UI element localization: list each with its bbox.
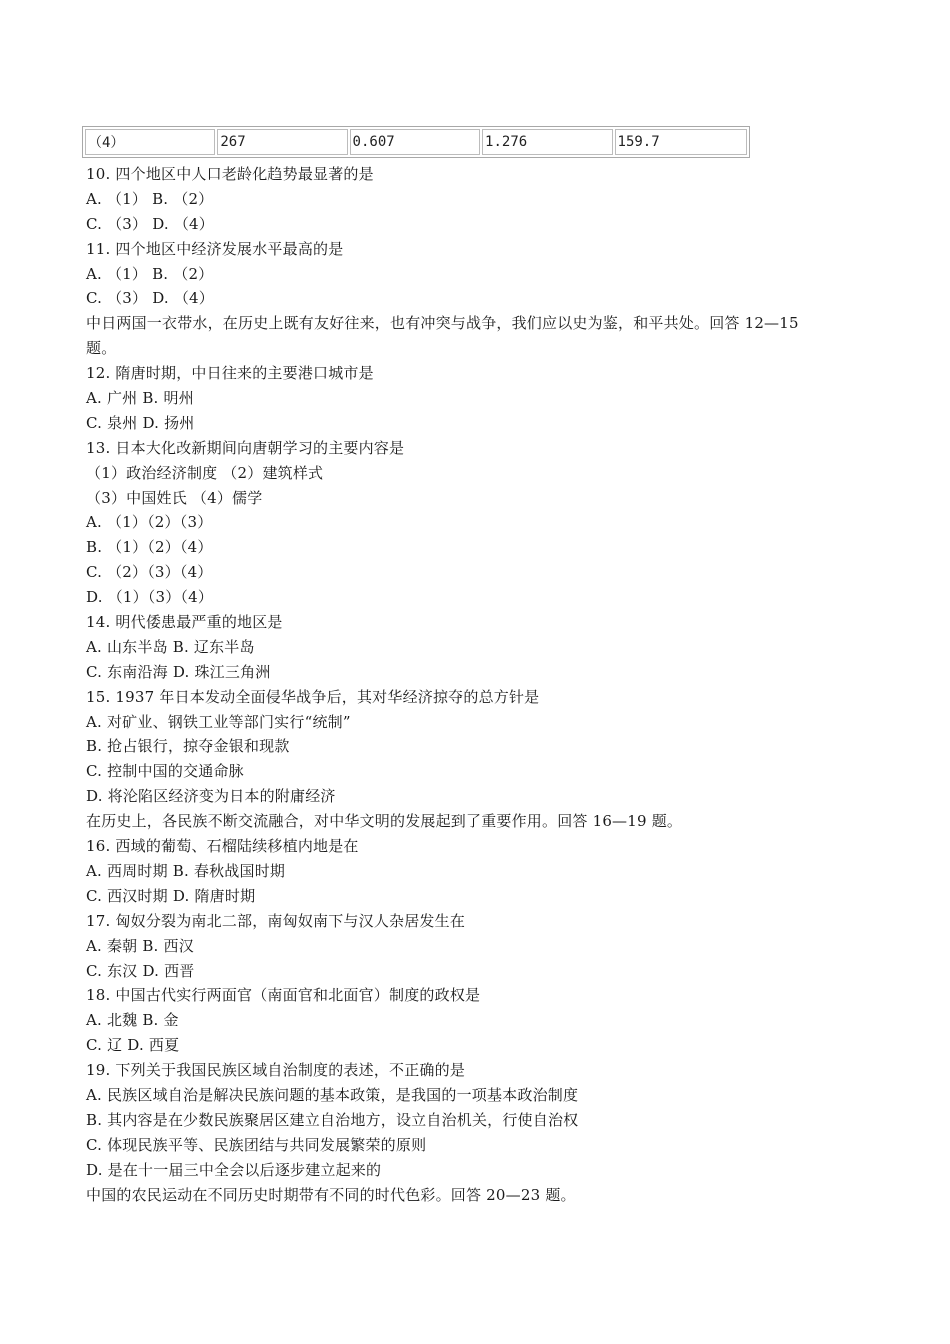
question-text-block [86, 162, 876, 1207]
text-line: 16. 西域的葡萄、石榴陆续移植内地是在 [86, 837, 359, 856]
text-line: C. 泉州 D. 扬州 [86, 413, 195, 432]
text-line: B. 其内容是在少数民族聚居区建立自治地方，设立自治机关，行使自治权 [86, 1110, 579, 1129]
text-line: 19. 下列关于我国民族区域自治制度的表述，不正确的是 [86, 1061, 466, 1080]
text-line: 在历史上，各民族不断交流融合，对中华文明的发展起到了重要作用。回答 16—19 题。 [86, 812, 683, 831]
text-line: C. （3） D. （4） [86, 289, 214, 308]
table-cell: 159.7 [615, 129, 747, 155]
text-line: B. 抢占银行，掠夺金银和现款 [86, 737, 290, 756]
text-line: C. （2）（3）（4） [86, 563, 213, 582]
text-line: 13. 日本大化改新期间向唐朝学习的主要内容是 [86, 438, 405, 457]
table-row [85, 129, 747, 155]
text-line: C. 体现民族平等、民族团结与共同发展繁荣的原则 [86, 1135, 427, 1154]
text-line: A. 北魏 B. 金 [86, 1011, 179, 1030]
text-line: D. 将沦陷区经济变为日本的附庸经济 [86, 787, 336, 806]
text-line: C. 辽 D. 西夏 [86, 1036, 180, 1055]
text-line: C. 西汉时期 D. 隋唐时期 [86, 886, 256, 905]
text-line: C. 控制中国的交通命脉 [86, 762, 244, 781]
text-line: 18. 中国古代实行两面官（南面官和北面官）制度的政权是 [86, 986, 481, 1005]
text-line: （3）中国姓氏 （4）儒学 [86, 488, 263, 507]
text-line: A. 山东半岛 B. 辽东半岛 [86, 637, 255, 656]
text-line: 17. 匈奴分裂为南北二部，南匈奴南下与汉人杂居发生在 [86, 911, 466, 930]
table-cell: 1.276 [482, 129, 612, 155]
text-line: A. 对矿业、钢铁工业等部门实行“统制” [86, 712, 351, 731]
text-line: D. （1）（3）（4） [86, 588, 214, 607]
text-line: （1）政治经济制度 （2）建筑样式 [86, 463, 324, 482]
text-line: 10. 四个地区中人口老龄化趋势最显著的是 [86, 165, 374, 183]
text-line: A. （1） B. （2） [86, 264, 214, 283]
text-line: A. 广州 B. 明州 [86, 389, 194, 408]
text-line: 12. 隋唐时期，中日往来的主要港口城市是 [86, 364, 374, 383]
text-line: A. 西周时期 B. 春秋战国时期 [86, 861, 286, 880]
text-line: 14. 明代倭患最严重的地区是 [86, 613, 283, 632]
text-line: D. 是在十一届三中全会以后逐步建立起来的 [86, 1160, 382, 1179]
table-cell: 267 [217, 129, 347, 155]
table-cell: （4） [85, 129, 215, 155]
text-line: A. 秦朝 B. 西汉 [86, 936, 194, 955]
data-table-fragment [82, 126, 750, 158]
text-line: 中国的农民运动在不同历史时期带有不同的时代色彩。回答 20—23 题。 [86, 1185, 576, 1204]
text-line: A. 民族区域自治是解决民族问题的基本政策，是我国的一项基本政治制度 [86, 1085, 579, 1104]
text-line: 题。 [86, 339, 117, 358]
text-line: B. （1）（2）（4） [86, 538, 213, 557]
text-line: A. （1）（2）（3） [86, 513, 213, 532]
text-line: 中日两国一衣带水，在历史上既有友好往来，也有冲突与战争，我们应以史为鉴，和平共处。回答 12—15 [86, 314, 799, 333]
table-cell: 0.607 [350, 129, 480, 155]
text-line: 11. 四个地区中经济发展水平最高的是 [86, 239, 344, 258]
text-line: C. 东南沿海 D. 珠江三角洲 [86, 662, 271, 681]
text-line: C. 东汉 D. 西晋 [86, 961, 195, 980]
text-line: 15. 1937 年日本发动全面侵华战争后，其对华经济掠夺的总方针是 [86, 687, 540, 706]
text-line: C. （3） D. （4） [86, 214, 214, 233]
text-line: A. （1） B. （2） [86, 189, 214, 208]
